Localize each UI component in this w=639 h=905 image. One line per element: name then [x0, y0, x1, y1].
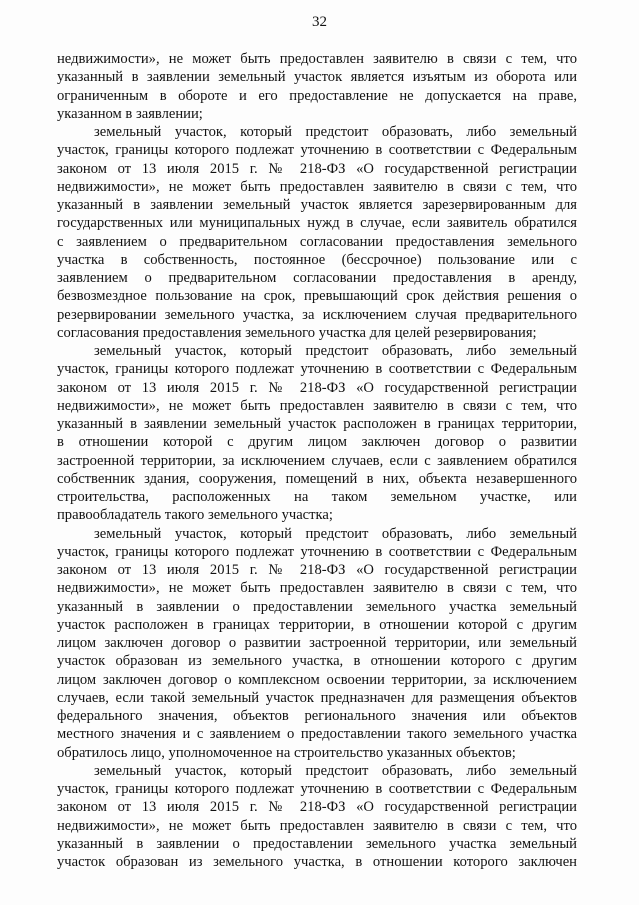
text-line: земельный участок, который предстоит образовать, либо земельный [94, 525, 577, 542]
text-line: участок образован из земельного участка, в отношении которого с другим [57, 653, 577, 670]
paragraph [57, 50, 577, 123]
text-line: недвижимости», не может быть предоставлен заявителю в связи с тем, что [57, 817, 577, 834]
text-line: недвижимости», не может быть предоставлен заявителю в связи с тем, что [57, 178, 577, 195]
text-line: участок расположен в границах территории, в отношении которой с другим [57, 616, 577, 633]
text-line: недвижимости», не может быть предоставлен заявителю в связи с тем, что [57, 397, 577, 414]
text-line: законом от 13 июля 2015 г. № 218-ФЗ «О государственной регистрации [57, 799, 577, 816]
text-line: лицом заключен договор о развитии застроенной территории, или земельный [57, 635, 577, 651]
text-line: указанный в заявлении земельный участок расположен в границах территории, [57, 416, 577, 432]
paragraph [57, 123, 577, 342]
text-line: застроенной территории, за исключением случаев, если с заявлением обратился [57, 452, 577, 469]
text-line: безвозмездное пользование на срок, превышающий срок действия решения о [57, 288, 577, 305]
text-line: указанный в заявлении земельный участок является изъятым из оборота или [57, 69, 577, 86]
text-line: участок, границы которого подлежат уточнению в соответствии с Федеральным [57, 361, 577, 378]
text-line: обратилось лицо, уполномоченное на строительство указанных объектов; [57, 744, 516, 761]
text-line: резервировании земельного участка, за исключением случая предварительного [57, 306, 577, 323]
text-line: земельный участок, который предстоит образовать, либо земельный [94, 124, 577, 140]
text-line: указанный в заявлении о предоставлении земельного участка земельный [57, 835, 577, 852]
text-line: согласования предоставления земельного участка для целей резервирования; [57, 324, 537, 341]
text-line: законом от 13 июля 2015 г. № 218-ФЗ «О государственной регистрации [57, 562, 577, 578]
text-line: случаев, если такой земельный участок предназначен для размещения объектов [57, 689, 577, 706]
text-line: недвижимости», не может быть предоставлен заявителю в связи с тем, что [57, 580, 577, 597]
text-line: с заявлением о предварительном согласовании предоставления земельного [57, 233, 577, 250]
text-line: участка в собственность, постоянное (бессрочное) пользование или с [57, 251, 577, 268]
text-line: строительства, расположенных на таком земельном участке, или [57, 489, 577, 505]
paragraph [57, 525, 577, 762]
text-line: участок, границы которого подлежат уточнению в соответствии с Федеральным [57, 781, 577, 797]
text-line: земельный участок, который предстоит образовать, либо земельный [94, 343, 577, 359]
text-line: государственных или муниципальных нужд в случае, если заявитель обратился [57, 215, 577, 232]
text-line: местного значения и с заявлением о предоставлении такого земельного участка [57, 726, 577, 743]
text-line: недвижимости», не может быть предоставлен заявителю в связи с тем, что [57, 51, 577, 67]
text-line: лицом заключен договор о комплексном освоении территории, за исключением [57, 671, 577, 688]
text-line: земельный участок, который предстоит образовать, либо земельный [94, 762, 577, 779]
page-number: 32 [312, 14, 327, 30]
text-line: правообладатель такого земельного участка; [57, 507, 333, 524]
text-line: в отношении которой с другим лицом заключен договор о развитии [57, 434, 577, 451]
text-line: федерального значения, объектов регионального значения или объектов [57, 708, 577, 724]
paragraph [57, 762, 577, 872]
text-line: участок образован из земельного участка, в отношении которого заключен [57, 854, 577, 870]
text-line: заявлением о предварительном согласовании предоставления в аренду, [57, 270, 577, 286]
text-line: законом от 13 июля 2015 г. № 218-ФЗ «О государственной регистрации [57, 160, 577, 177]
text-line: участок, границы которого подлежат уточнению в соответствии с Федеральным [57, 142, 577, 159]
text-line: законом от 13 июля 2015 г. № 218-ФЗ «О государственной регистрации [57, 379, 577, 396]
text-line: участок, границы которого подлежат уточнению в соответствии с Федеральным [57, 543, 577, 560]
document-body [57, 50, 577, 871]
text-line: указанный в заявлении земельный участок является зарезервированным для [57, 197, 577, 213]
text-line: ограниченным в обороте и его предоставление не допускается на праве, [57, 87, 577, 104]
text-line: указанный в заявлении о предоставлении земельного участка земельный [57, 598, 577, 615]
text-line: указанном в заявлении; [57, 105, 203, 122]
text-line: собственник здания, сооружения, помещений в них, объекта незавершенного [57, 470, 577, 487]
paragraph [57, 342, 577, 525]
